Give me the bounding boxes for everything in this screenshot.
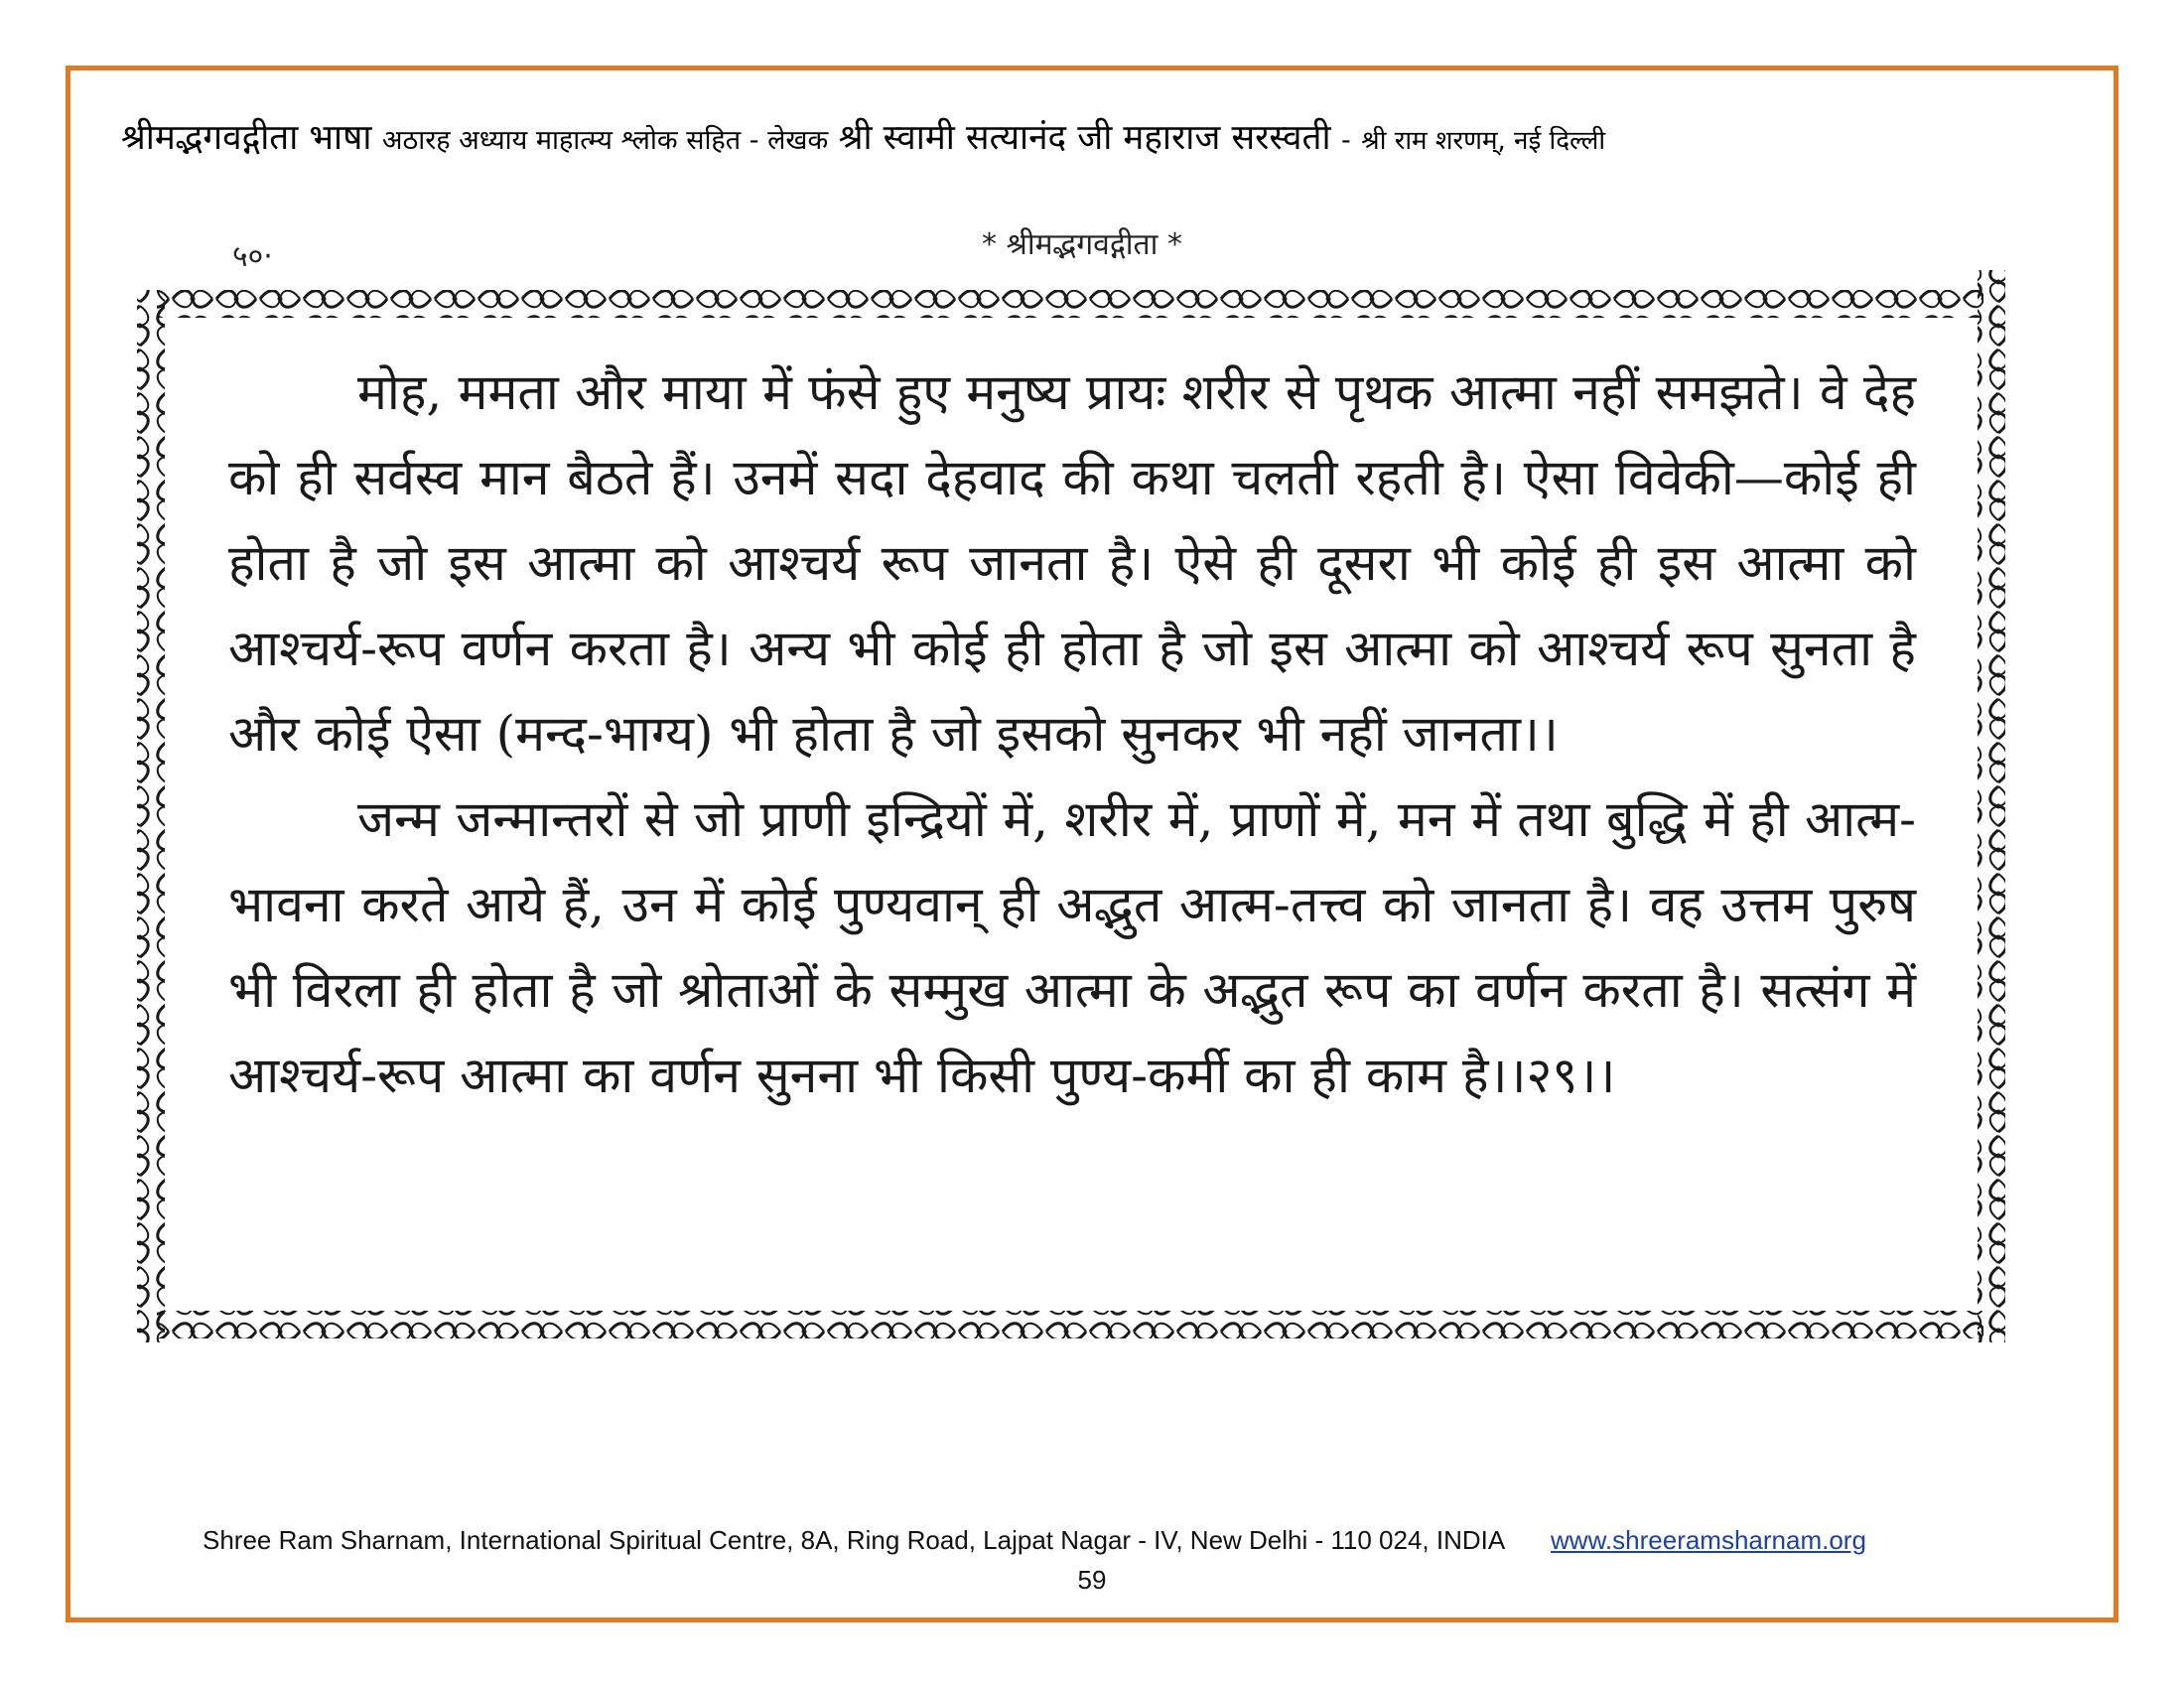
border-left [137,290,165,1342]
border-right [1978,270,2005,1342]
footer-address-line [203,1525,1989,1556]
footer-page-number: 59 [1077,1565,1107,1595]
book-header [121,113,2067,160]
header-separator: - [1341,125,1351,156]
verse-commentary [228,350,1916,1118]
footer-website-link[interactable]: www.shreeramsharnam.org [1551,1525,1866,1555]
scanned-running-title: * श्रीमद्भगवद्गीता * [982,227,1182,262]
border-top [157,290,1983,318]
border-bottom [157,1311,1983,1338]
commentary-paragraph-1: मोह, ममता और माया में फंसे हुए मनुष्य प्रायः शरीर से पृथक आत्मा नहीं समझते। वे देह को ही सर्वस्व मान बैठते हैं। उनमें सदा देहवाद की कथा चलती रहती है। ऐसा विवेकी—कोई ही होता है जो इस आत्मा को आश्चर्य रूप जानता है। ऐसे ही दूसरा भी कोई ही इस आत्मा को आश्चर्य-रूप वर्णन करता है। अन्य भी कोई ही होता है जो इस आत्मा को आश्चर्य रूप सुनता है और कोई ऐसा (मन्द-भाग्य) भी होता है जो इसको सुनकर भी नहीं जानता।। [228,363,1916,763]
header-publisher: श्री राम शरणम्, नई दिल्ली [1361,126,1606,156]
scanned-page-number: ५०· [232,239,273,274]
header-author: श्री स्वामी सत्यानंद जी महाराज सरस्वती [838,118,1331,158]
footer-address: Shree Ram Sharnam, International Spiritual Centre, 8A, Ring Road, Lajpat Nagar - IV, New Delhi - 110 024, INDIA [203,1525,1504,1555]
commentary-paragraph-2: जन्म जन्मान्तरों से जो प्राणी इन्द्रियों में, शरीर में, प्राणों में, मन में तथा बुद्धि में ही आत्म-भावना करते आये हैं, उन में कोई पुण्यवान् ही अद्भुत आत्म-तत्त्व को जानता है। वह उत्तम पुरुष भी विरला ही होता है जो श्रोताओं के सम्मुख आत्मा के अद्भुत रूप का वर्णन करता है। सत्संग में आश्चर्य-रूप आत्मा का वर्णन सुनना भी किसी पुण्य-कर्मी का ही काम है।।२९।। [228,790,1916,1104]
header-book-subtitle: अठारह अध्याय माहात्म्य श्लोक सहित - लेखक [381,125,829,156]
header-book-title: श्रीमद्भगवद्गीता भाषा [121,118,372,158]
